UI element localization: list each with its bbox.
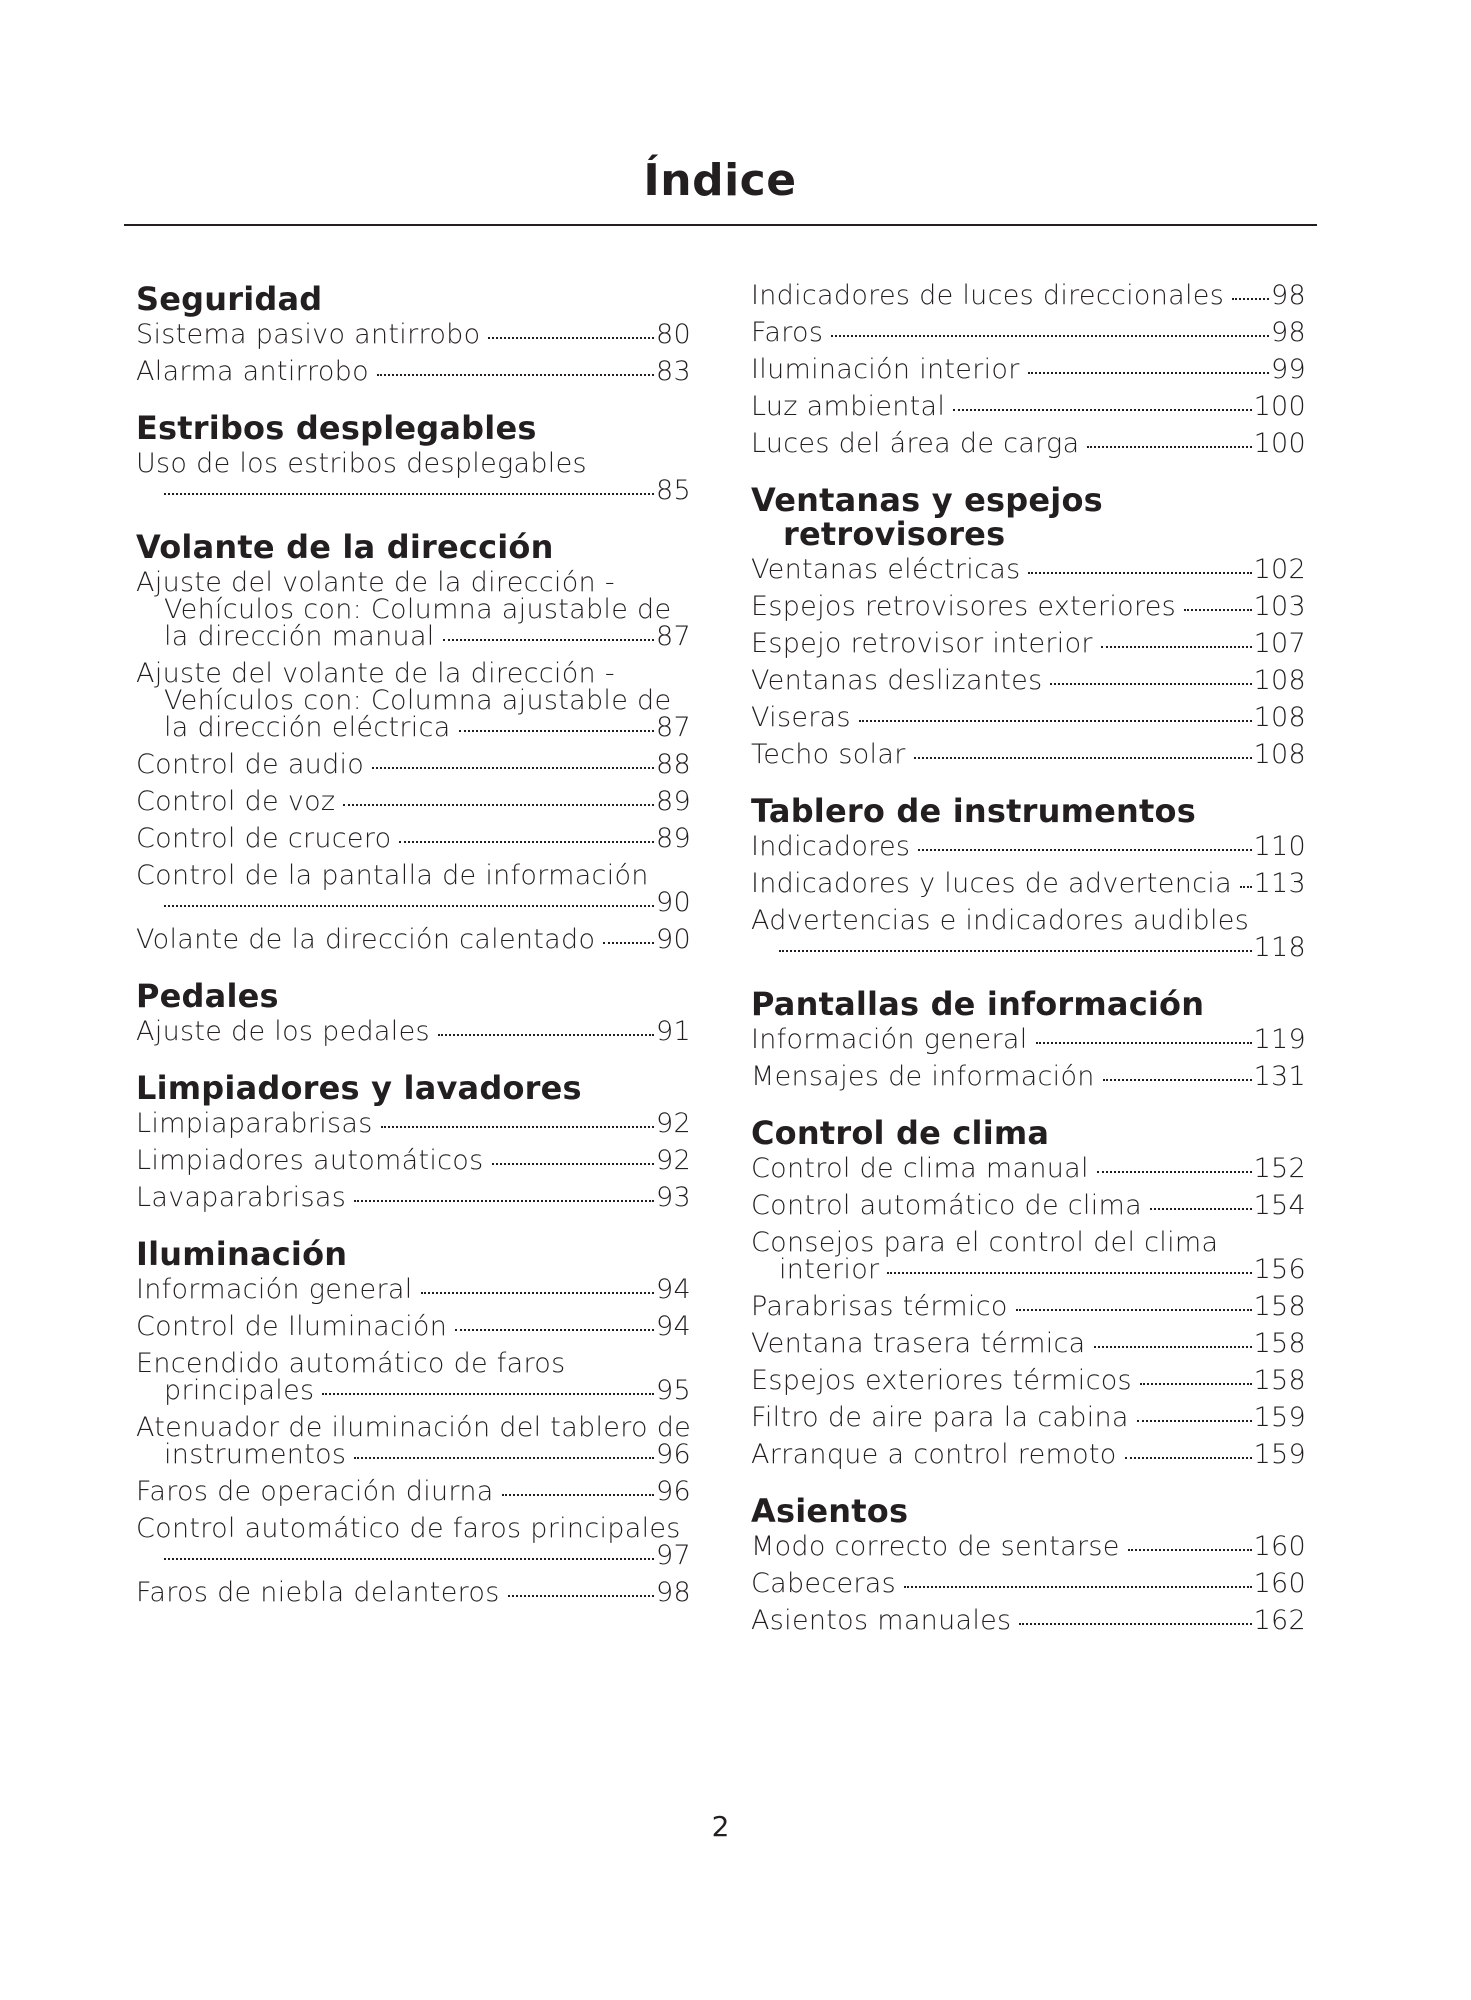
entry-text: Techo solar <box>751 739 906 770</box>
toc-entry[interactable] <box>751 1441 1306 1468</box>
entry-text: Indicadores <box>751 831 911 862</box>
toc-entry[interactable] <box>751 630 1306 657</box>
entry-text: Atenuador de iluminación del tablero de <box>136 1412 692 1443</box>
entry-last-line <box>136 1478 691 1505</box>
dot-leader <box>1097 1171 1252 1173</box>
section-heading <box>136 1237 691 1271</box>
dot-leader <box>1028 572 1251 574</box>
dot-leader <box>1019 1623 1251 1625</box>
dot-leader <box>904 1586 1252 1588</box>
entry-text: Ventanas deslizantes <box>751 665 1043 696</box>
entry-last-line <box>136 1441 691 1468</box>
entry-text: Uso de los estribos desplegables <box>136 448 587 479</box>
toc-entry[interactable] <box>136 1110 691 1137</box>
entry-page-number: 87 <box>656 621 691 652</box>
toc-entry[interactable] <box>751 1155 1306 1182</box>
dot-leader <box>1101 646 1252 648</box>
toc-entry[interactable] <box>751 430 1306 457</box>
entry-page-number: 158 <box>1253 1365 1306 1396</box>
section-heading <box>751 483 1306 551</box>
entry-text: Lavaparabrisas <box>136 1182 347 1213</box>
section-heading-line: Volante de la dirección <box>136 528 554 566</box>
toc-entry[interactable] <box>136 1579 691 1606</box>
entry-page-number: 94 <box>656 1274 691 1305</box>
dot-leader <box>354 1200 654 1202</box>
entry-page-number: 90 <box>656 924 691 955</box>
entry-text: Control de voz <box>136 786 336 817</box>
section-heading <box>136 530 691 564</box>
section-heading-line: Asientos <box>751 1492 909 1530</box>
entry-page-number: 97 <box>656 1540 691 1571</box>
entry-text: Sistema pasivo antirrobo <box>136 319 481 350</box>
dot-leader <box>381 1126 654 1128</box>
dot-leader <box>164 905 654 907</box>
entry-text: Advertencias e indicadores audibles <box>751 905 1250 936</box>
entry-last-line <box>751 556 1306 583</box>
entry-last-line <box>751 1404 1306 1431</box>
entry-page-number: 158 <box>1253 1328 1306 1359</box>
entry-last-line <box>751 282 1306 309</box>
toc-entry[interactable] <box>136 862 691 916</box>
entry-page-number: 154 <box>1253 1190 1306 1221</box>
entry-page-number: 113 <box>1253 868 1306 899</box>
toc-entry[interactable] <box>751 1229 1306 1283</box>
toc-entry[interactable] <box>751 1026 1306 1053</box>
toc-section <box>136 411 691 504</box>
entry-last-line <box>751 1192 1306 1219</box>
entry-page-number: 96 <box>656 1439 691 1470</box>
toc-entry[interactable] <box>136 358 691 385</box>
entry-page-number: 93 <box>656 1182 691 1213</box>
toc-entry[interactable] <box>751 1330 1306 1357</box>
entry-last-line <box>751 1256 1306 1283</box>
entry-page-number: 107 <box>1253 628 1306 659</box>
section-heading <box>136 282 691 316</box>
dot-leader <box>459 730 654 732</box>
toc-entry[interactable] <box>136 1313 691 1340</box>
entry-last-line <box>751 1293 1306 1320</box>
entry-text: Viseras <box>751 702 851 733</box>
entry-page-number: 110 <box>1253 831 1306 862</box>
toc-entry[interactable] <box>751 1293 1306 1320</box>
entry-page-number: 89 <box>656 823 691 854</box>
dot-leader <box>1240 886 1252 888</box>
entry-page-number: 108 <box>1253 665 1306 696</box>
dot-leader <box>953 409 1251 411</box>
entry-text: Información general <box>751 1024 1028 1055</box>
entry-text: Volante de la dirección calentado <box>136 924 596 955</box>
dot-leader <box>1137 1420 1252 1422</box>
toc-entry[interactable] <box>751 741 1306 768</box>
entry-last-line <box>751 1367 1306 1394</box>
dot-leader <box>1028 372 1269 374</box>
entry-last-line <box>136 825 691 852</box>
toc-entry[interactable] <box>136 926 691 953</box>
entry-text: Luz ambiental <box>751 391 946 422</box>
entry-last-line <box>751 1155 1306 1182</box>
page-number: 2 <box>711 1810 730 1843</box>
entry-last-line <box>751 934 1306 961</box>
entry-last-line <box>751 319 1306 346</box>
entry-text: Ajuste del volante de la dirección - <box>136 567 615 598</box>
dot-leader <box>438 1034 654 1036</box>
section-heading-line: Pantallas de información <box>751 985 1205 1023</box>
entry-page-number: 96 <box>656 1476 691 1507</box>
entry-last-line <box>751 393 1306 420</box>
entry-page-number: 100 <box>1253 391 1306 422</box>
entry-page-number: 102 <box>1253 554 1306 585</box>
section-heading-line: Ventanas y espejos <box>751 481 1103 519</box>
entry-last-line <box>751 630 1306 657</box>
toc-section <box>751 282 1306 457</box>
entry-page-number: 152 <box>1253 1153 1306 1184</box>
dot-leader <box>443 639 654 641</box>
entry-text: Espejo retrovisor interior <box>751 628 1093 659</box>
toc-section <box>751 1116 1306 1468</box>
entry-text: Ajuste del volante de la dirección - <box>136 658 615 689</box>
dot-leader <box>1094 1346 1252 1348</box>
toc-entry[interactable] <box>751 1367 1306 1394</box>
entry-page-number: 80 <box>656 319 691 350</box>
entry-page-number: 108 <box>1253 702 1306 733</box>
toc-entry[interactable] <box>751 1570 1306 1597</box>
entry-text: Indicadores de luces direccionales <box>751 280 1225 311</box>
toc-entry[interactable] <box>136 1515 691 1569</box>
entry-last-line <box>751 1063 1306 1090</box>
entry-text: Espejos exteriores térmicos <box>751 1365 1132 1396</box>
entry-text: Alarma antirrobo <box>136 356 369 387</box>
entry-text: Limpiadores automáticos <box>136 1145 484 1176</box>
entry-last-line <box>751 356 1306 383</box>
dot-leader <box>1036 1042 1252 1044</box>
entry-text: Ventanas eléctricas <box>751 554 1021 585</box>
entry-last-line <box>751 1533 1306 1560</box>
entry-text: Espejos retrovisores exteriores <box>751 591 1177 622</box>
toc-entry[interactable] <box>136 1276 691 1303</box>
dot-leader <box>1016 1309 1252 1311</box>
section-heading-line: Limpiadores y lavadores <box>136 1069 582 1107</box>
toc-section <box>751 794 1306 961</box>
dot-leader <box>1184 609 1252 611</box>
toc-column-left <box>136 282 691 1632</box>
dot-leader <box>502 1494 654 1496</box>
entry-text: Faros de niebla delanteros <box>136 1577 500 1608</box>
entry-text: Vehículos con: Columna ajustable de <box>164 685 672 716</box>
entry-text: Limpiaparabrisas <box>136 1108 373 1139</box>
section-heading-line: retrovisores <box>783 515 1006 553</box>
entry-page-number: 103 <box>1253 591 1306 622</box>
toc-entry[interactable] <box>751 870 1306 897</box>
toc-entry[interactable] <box>136 788 691 815</box>
entry-page-number: 91 <box>656 1016 691 1047</box>
section-heading <box>136 979 691 1013</box>
entry-last-line <box>136 751 691 778</box>
dot-leader <box>1232 298 1269 300</box>
entry-page-number: 92 <box>656 1108 691 1139</box>
entry-text: Control automático de clima <box>751 1190 1142 1221</box>
dot-leader <box>859 720 1252 722</box>
entry-last-line <box>136 1542 691 1569</box>
entry-last-line <box>751 833 1306 860</box>
toc-entry[interactable] <box>751 833 1306 860</box>
entry-page-number: 160 <box>1253 1568 1306 1599</box>
entry-text: Iluminación interior <box>751 354 1020 385</box>
entry-last-line <box>136 889 691 916</box>
section-heading-line: Iluminación <box>136 1235 348 1273</box>
toc-entry[interactable] <box>751 704 1306 731</box>
section-heading-line: Seguridad <box>136 280 323 318</box>
section-heading-line: Tablero de instrumentos <box>751 792 1196 830</box>
entry-last-line <box>136 714 691 741</box>
entry-text: Indicadores y luces de advertencia <box>751 868 1232 899</box>
toc-section <box>136 1237 691 1606</box>
entry-text: principales <box>164 1375 315 1406</box>
entry-page-number: 159 <box>1253 1439 1306 1470</box>
dot-leader <box>372 767 654 769</box>
section-heading <box>751 987 1306 1021</box>
toc-section <box>136 979 691 1045</box>
section-heading <box>136 411 691 445</box>
entry-text: la dirección eléctrica <box>164 712 451 743</box>
entry-page-number: 85 <box>656 475 691 506</box>
entry-last-line <box>136 1579 691 1606</box>
dot-leader <box>918 849 1251 851</box>
entry-text: Filtro de aire para la cabina <box>751 1402 1129 1433</box>
entry-page-number: 108 <box>1253 739 1306 770</box>
dot-leader <box>455 1329 654 1331</box>
dot-leader <box>831 335 1269 337</box>
entry-text: Arranque a control remoto <box>751 1439 1117 1470</box>
toc-section <box>751 987 1306 1090</box>
dot-leader <box>1087 446 1251 448</box>
entry-last-line <box>136 1018 691 1045</box>
entry-last-line <box>751 1330 1306 1357</box>
dot-leader <box>508 1595 654 1597</box>
dot-leader <box>603 942 654 944</box>
toc-entry[interactable] <box>136 1414 691 1468</box>
entry-text: la dirección manual <box>164 621 435 652</box>
section-heading <box>751 1116 1306 1150</box>
toc-entry[interactable] <box>751 1404 1306 1431</box>
dot-leader <box>779 950 1252 952</box>
entry-last-line <box>751 1570 1306 1597</box>
toc-entry[interactable] <box>136 660 691 741</box>
entry-last-line <box>751 1441 1306 1468</box>
toc-section <box>751 483 1306 768</box>
entry-page-number: 87 <box>656 712 691 743</box>
dot-leader <box>1150 1208 1252 1210</box>
entry-last-line <box>136 926 691 953</box>
entry-last-line <box>136 1184 691 1211</box>
entry-text: Control de Iluminación <box>136 1311 448 1342</box>
dot-leader <box>343 804 654 806</box>
toc-entry[interactable] <box>751 282 1306 309</box>
entry-last-line <box>751 1607 1306 1634</box>
entry-page-number: 119 <box>1253 1024 1306 1055</box>
entry-text: Información general <box>136 1274 413 1305</box>
entry-last-line <box>136 788 691 815</box>
dot-leader <box>322 1393 654 1395</box>
toc-entry[interactable] <box>751 1533 1306 1560</box>
entry-page-number: 160 <box>1253 1531 1306 1562</box>
entry-text: Control de clima manual <box>751 1153 1089 1184</box>
entry-text: instrumentos <box>164 1439 347 1470</box>
entry-text: Mensajes de información <box>751 1061 1095 1092</box>
entry-page-number: 90 <box>656 887 691 918</box>
entry-page-number: 99 <box>1271 354 1306 385</box>
section-heading <box>751 794 1306 828</box>
entry-last-line <box>136 1110 691 1137</box>
dot-leader <box>377 374 654 376</box>
toc-entry[interactable] <box>751 556 1306 583</box>
entry-last-line <box>136 477 691 504</box>
toc-section <box>751 1494 1306 1634</box>
dot-leader <box>488 337 654 339</box>
entry-page-number: 89 <box>656 786 691 817</box>
entry-text: Control de la pantalla de información <box>136 860 649 891</box>
entry-text: Control automático de faros principales <box>136 1513 681 1544</box>
dot-leader <box>492 1163 655 1165</box>
toc-entry[interactable] <box>751 667 1306 694</box>
dot-leader <box>421 1292 655 1294</box>
entry-last-line <box>751 1026 1306 1053</box>
entry-last-line <box>136 1313 691 1340</box>
toc-section <box>136 282 691 385</box>
toc-entry[interactable] <box>751 1063 1306 1090</box>
section-heading <box>751 1494 1306 1528</box>
section-heading-line: Estribos desplegables <box>136 409 537 447</box>
toc-entry[interactable] <box>751 319 1306 346</box>
dot-leader <box>887 1272 1251 1274</box>
entry-last-line <box>136 1276 691 1303</box>
toc-entry[interactable] <box>751 356 1306 383</box>
entry-last-line <box>136 623 691 650</box>
entry-page-number: 162 <box>1253 1605 1306 1636</box>
toc-entry[interactable] <box>136 450 691 504</box>
toc-entry[interactable] <box>136 1184 691 1211</box>
toc-entry[interactable] <box>136 825 691 852</box>
toc-entry[interactable] <box>751 393 1306 420</box>
entry-text: Faros de operación diurna <box>136 1476 494 1507</box>
dot-leader <box>1140 1383 1252 1385</box>
entry-last-line <box>751 741 1306 768</box>
dot-leader <box>914 757 1252 759</box>
dot-leader <box>1050 683 1251 685</box>
toc-entry[interactable] <box>136 569 691 650</box>
entry-last-line <box>136 358 691 385</box>
toc-entry[interactable] <box>136 1147 691 1174</box>
entry-page-number: 118 <box>1253 932 1306 963</box>
entry-text: Control de audio <box>136 749 365 780</box>
entry-page-number: 156 <box>1253 1254 1306 1285</box>
entry-last-line <box>751 667 1306 694</box>
toc-entry[interactable] <box>751 1607 1306 1634</box>
entry-page-number: 100 <box>1253 428 1306 459</box>
title-divider <box>124 224 1317 226</box>
toc-column-right <box>751 282 1306 1660</box>
entry-text: Cabeceras <box>751 1568 897 1599</box>
toc-entry[interactable] <box>751 593 1306 620</box>
entry-last-line <box>136 1147 691 1174</box>
entry-page-number: 83 <box>656 356 691 387</box>
toc-entry[interactable] <box>136 1478 691 1505</box>
dot-leader <box>1125 1457 1252 1459</box>
entry-last-line <box>136 1377 691 1404</box>
dot-leader <box>1103 1079 1252 1081</box>
toc-section <box>136 530 691 953</box>
toc-entry[interactable] <box>136 1018 691 1045</box>
dot-leader <box>164 1558 654 1560</box>
entry-text: Ventana trasera térmica <box>751 1328 1086 1359</box>
entry-text: Modo correcto de sentarse <box>751 1531 1120 1562</box>
entry-last-line <box>751 704 1306 731</box>
toc-entry[interactable] <box>751 1192 1306 1219</box>
dot-leader <box>1128 1549 1252 1551</box>
entry-last-line <box>751 430 1306 457</box>
entry-page-number: 98 <box>1271 317 1306 348</box>
entry-text: Luces del área de carga <box>751 428 1080 459</box>
toc-entry[interactable] <box>751 907 1306 961</box>
entry-text: Control de crucero <box>136 823 392 854</box>
entry-text: Asientos manuales <box>751 1605 1012 1636</box>
entry-text: Consejos para el control del clima <box>751 1227 1219 1258</box>
entry-page-number: 159 <box>1253 1402 1306 1433</box>
entry-text: Faros <box>751 317 824 348</box>
toc-entry[interactable] <box>136 1350 691 1404</box>
entry-text: Parabrisas térmico <box>751 1291 1008 1322</box>
dot-leader <box>354 1457 654 1459</box>
toc-entry[interactable] <box>136 751 691 778</box>
entry-text: Ajuste de los pedales <box>136 1016 430 1047</box>
entry-last-line <box>136 321 691 348</box>
entry-last-line <box>751 870 1306 897</box>
entry-page-number: 88 <box>656 749 691 780</box>
entry-page-number: 98 <box>656 1577 691 1608</box>
entry-page-number: 158 <box>1253 1291 1306 1322</box>
toc-entry[interactable] <box>136 321 691 348</box>
entry-page-number: 92 <box>656 1145 691 1176</box>
entry-page-number: 94 <box>656 1311 691 1342</box>
page-title: Índice <box>643 155 797 206</box>
entry-last-line <box>751 593 1306 620</box>
entry-text: Encendido automático de faros <box>136 1348 566 1379</box>
entry-text: interior <box>779 1254 880 1285</box>
section-heading <box>136 1071 691 1105</box>
toc-section <box>136 1071 691 1211</box>
dot-leader <box>164 493 654 495</box>
dot-leader <box>399 841 654 843</box>
entry-text: Vehículos con: Columna ajustable de <box>164 594 672 625</box>
entry-page-number: 131 <box>1253 1061 1306 1092</box>
section-heading-line: Pedales <box>136 977 279 1015</box>
section-heading-line: Control de clima <box>751 1114 1050 1152</box>
entry-page-number: 95 <box>656 1375 691 1406</box>
entry-page-number: 98 <box>1271 280 1306 311</box>
